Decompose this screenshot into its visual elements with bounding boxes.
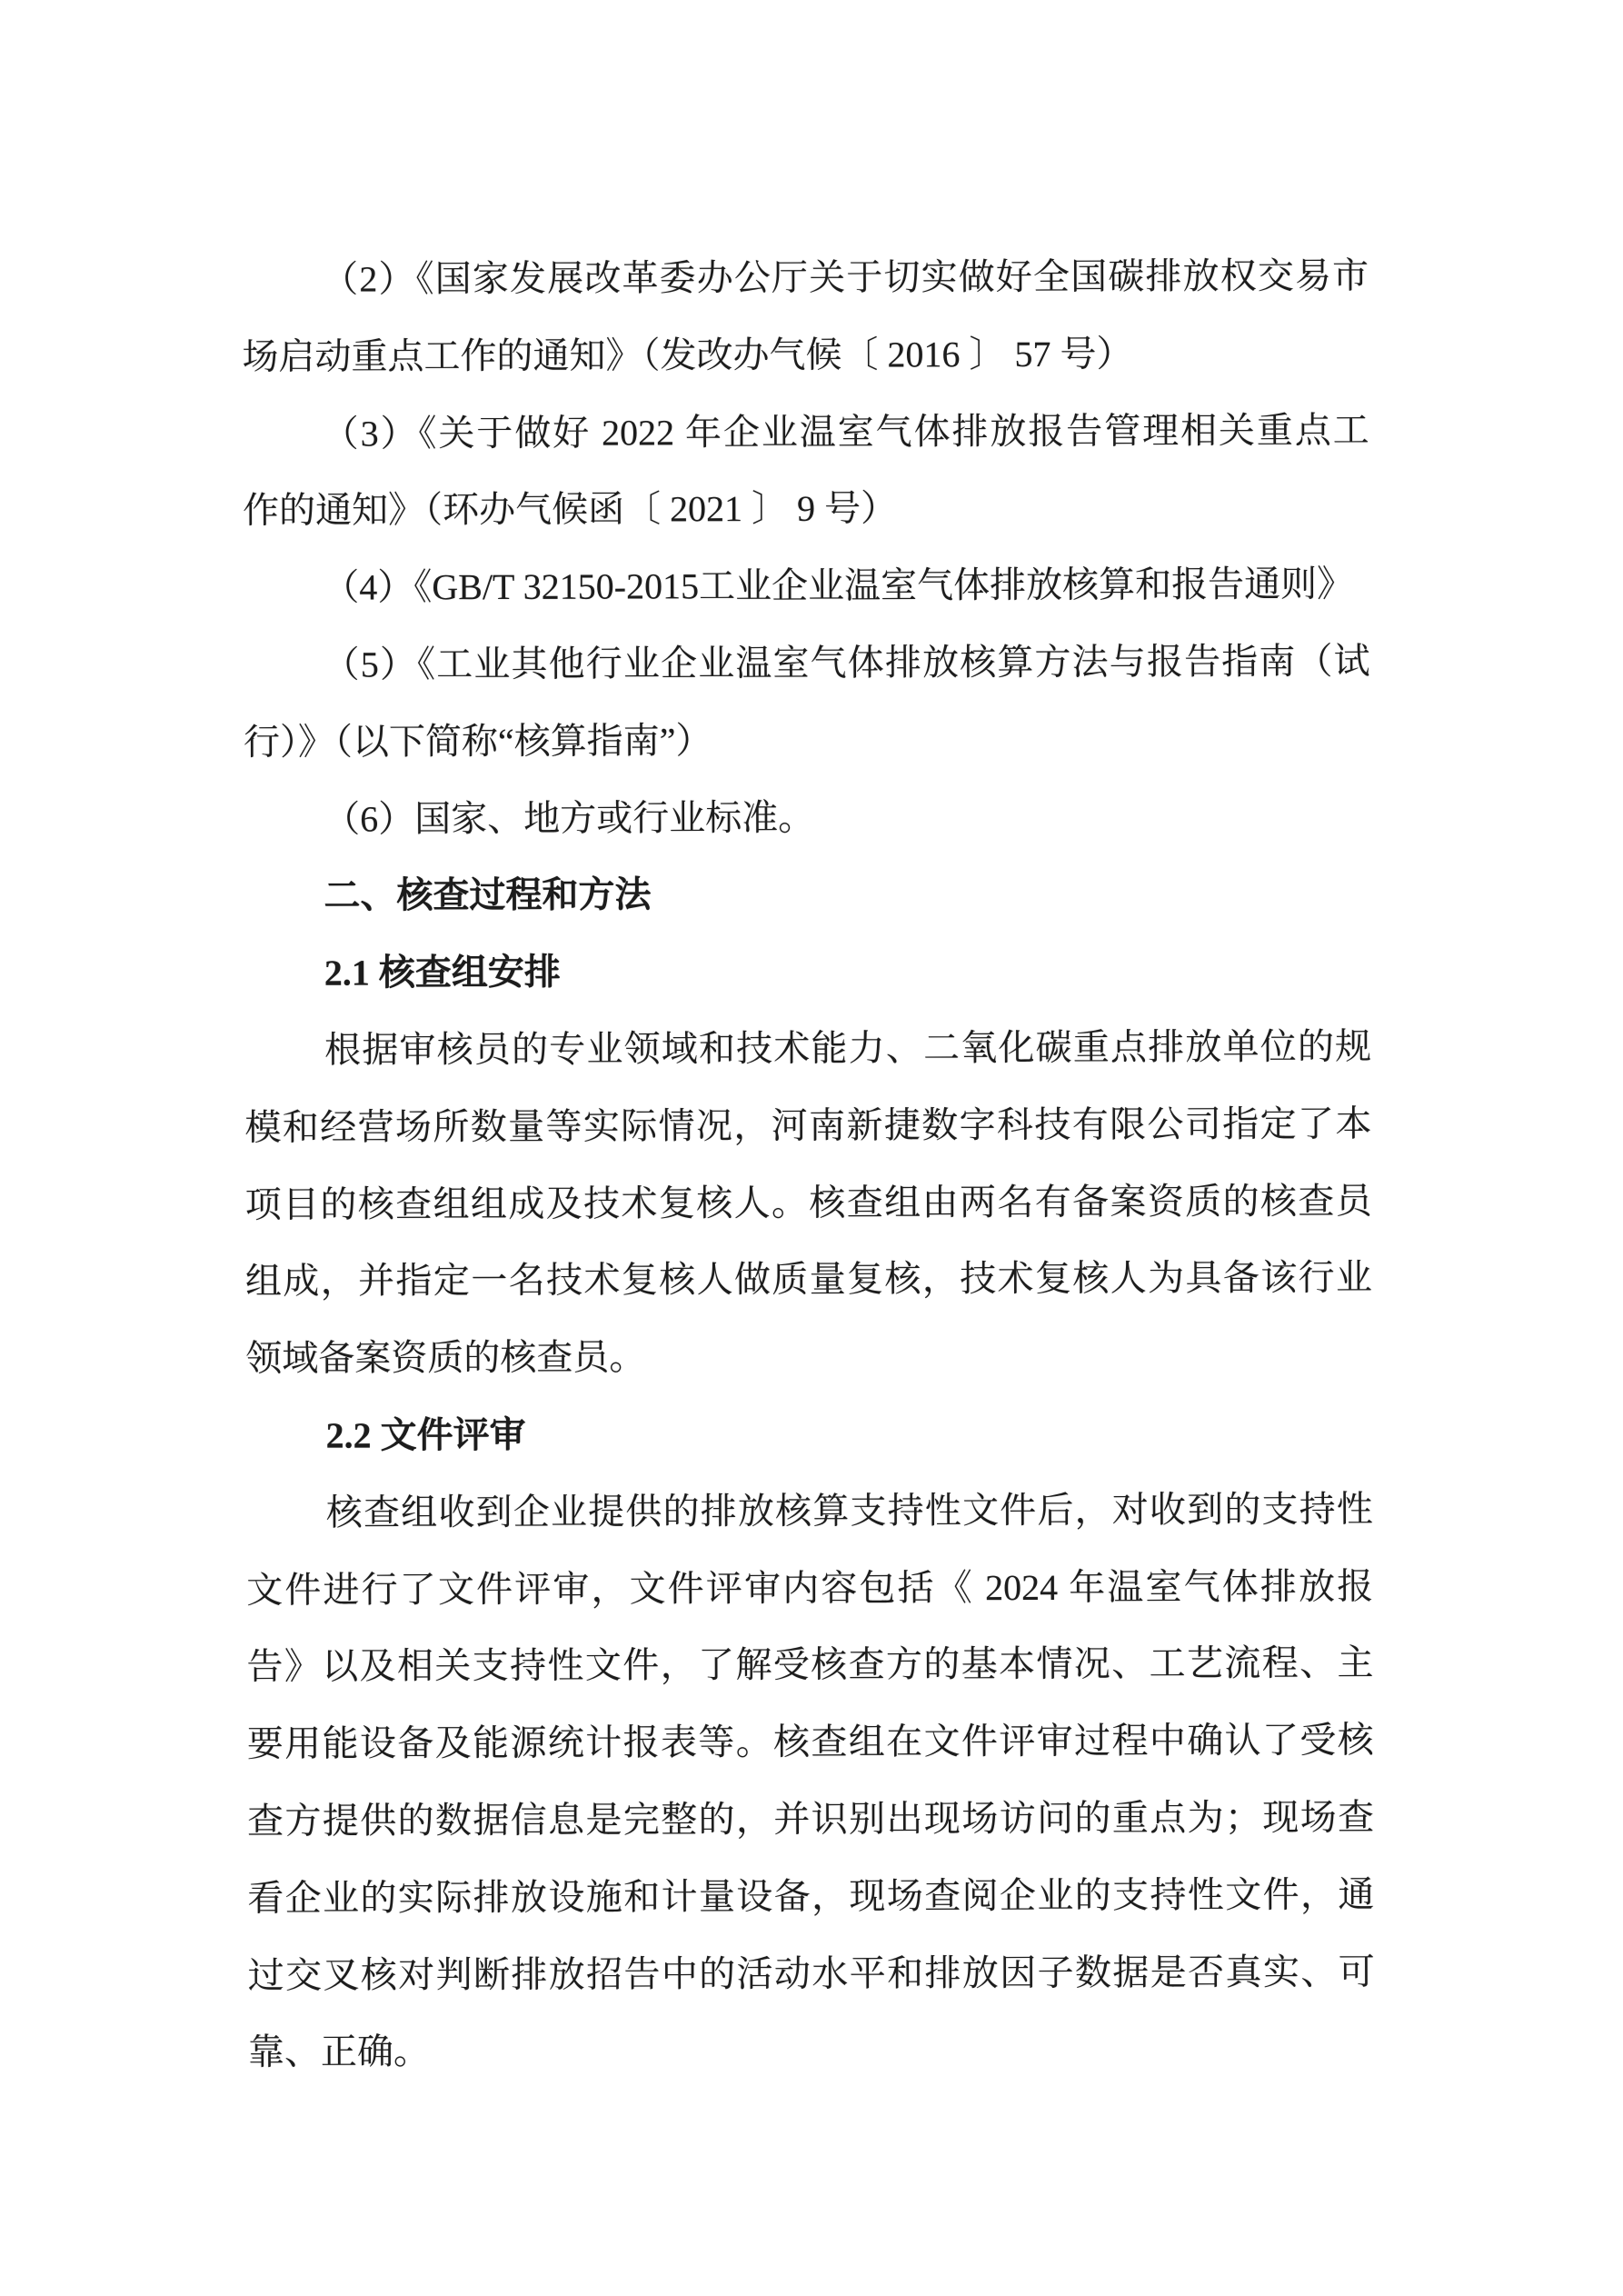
- doc-line: 文件进行了文件评审，文件评审内容包括《 2024 年温室气体排放报: [246, 1565, 1374, 1611]
- doc-line: 场启动重点工作的通知》（发改办气候〔 2016 〕 57 号）: [242, 333, 1133, 377]
- doc-line: 告》以及相关支持性文件，了解受核查方的基本情况、工艺流程、主: [246, 1642, 1374, 1688]
- doc-line: （5）《工业其他行业企业温室气体排放核算方法与报告指南（试: [323, 640, 1370, 685]
- doc-line: 领域备案资质的核查员。: [245, 1336, 646, 1380]
- doc-line: （2）《国家发展改革委办公厅关于切实做好全国碳排放权交易市: [322, 255, 1369, 300]
- doc-line: 核查组收到企业提供的排放核算支持性文件后，对收到的支持性: [325, 1488, 1373, 1533]
- doc-line: 项目的核查组组成及技术复核人。核查组由两名有备案资质的核查员: [244, 1180, 1372, 1225]
- document-body: [242, 238, 1375, 2091]
- doc-line: 行）》（以下简称“核算指南”）: [243, 719, 712, 763]
- doc-line: 看企业的实际排放设施和计量设备，现场查阅企业的支持性文件，通: [247, 1873, 1375, 1919]
- doc-line: （3）《关于做好 2022 年企业温室气体排放报告管理相关重点工: [322, 409, 1369, 454]
- doc-line: 靠、正确。: [247, 2031, 431, 2073]
- doc-line: 组成，并指定一名技术复核人做质量复核，技术复核人为具备该行业: [244, 1257, 1373, 1303]
- doc-line: 查方提供的数据信息是完整的，并识别出现场访问的重点为；现场查: [246, 1796, 1375, 1842]
- doc-line: 要用能设备及能源统计报表等。核查组在文件评审过程中确认了受核: [246, 1719, 1374, 1765]
- doc-line: （4）《GB/T 32150-2015工业企业温室气体排放核算和报告通则》: [323, 563, 1354, 608]
- doc-line: 模和经营场所数量等实际情况，河南新捷数字科技有限公司指定了本: [244, 1103, 1372, 1148]
- heading-2-2: 2.2 文件评审: [325, 1413, 526, 1456]
- doc-line: 过交叉核对判断排放招告中的活动水平和排放因子数据是否真实、可: [247, 1951, 1375, 1996]
- heading-2-1: 2.1 核查组安排: [324, 951, 561, 993]
- doc-line: 根据审核员的专业领域和技术能力、二氧化碳重点排放单位的规: [324, 1025, 1372, 1071]
- doc-line: 作的通知》（环办气候函〔 2021 〕 9 号）: [242, 487, 898, 532]
- doc-line: （6）国家、地方或行业标准。: [324, 796, 815, 840]
- heading-section-2: 二、核查过程和方法: [324, 873, 652, 917]
